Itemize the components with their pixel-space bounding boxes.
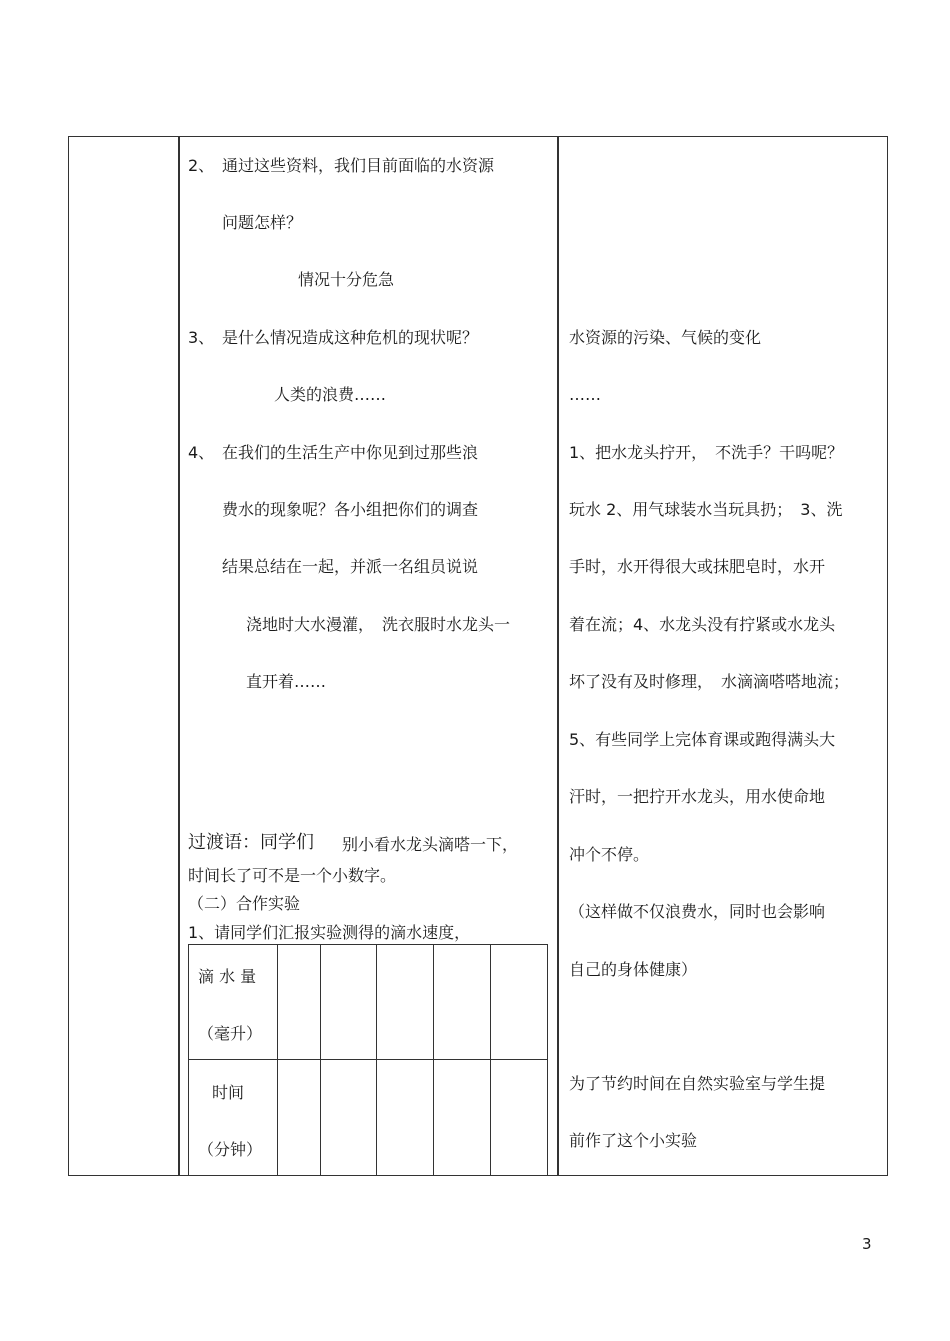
task-text: 1、请同学们汇报实验测得的滴水速度，	[188, 923, 471, 942]
note-text: 玩水 2、用气球装水当玩具扔； 3、洗	[569, 500, 843, 519]
question-text: 费水的现象呢？各小组把你们的调查	[222, 500, 479, 519]
section-heading: （二）合作实验	[188, 894, 301, 913]
answer-text: 人类的浪费……	[274, 385, 387, 404]
question-text: 是什么情况造成这种危机的现状呢？	[222, 328, 479, 347]
note-text: ……	[569, 385, 601, 404]
note-text: 自己的身体健康）	[569, 960, 698, 979]
note-text: 手时，水开得很大或抹肥皂时，水开	[569, 557, 826, 576]
table-row-header: 滴 水 量	[198, 967, 257, 986]
note-text: 为了节约时间在自然实验室与学生提	[569, 1074, 826, 1093]
item-number: 3、	[188, 328, 215, 347]
table-col-divider	[320, 944, 321, 1176]
note-text: （这样做不仅浪费水，同时也会影响	[569, 902, 826, 921]
note-text: 坏了没有及时修理， 水滴滴嗒嗒地流；	[569, 672, 850, 691]
table-row-divider	[188, 1059, 548, 1060]
answer-text: 情况十分危急	[298, 270, 395, 289]
question-text: 问题怎样？	[222, 213, 303, 232]
note-text: 汗时，一把拧开水龙头，用水使命地	[569, 787, 826, 806]
table-row-unit: （毫升）	[198, 1024, 263, 1043]
column-divider-1	[178, 136, 180, 1176]
table-row-header: 时间	[212, 1083, 245, 1102]
table-col-divider	[490, 944, 491, 1176]
transition-text: 时间长了可不是一个小数字。	[188, 866, 397, 885]
transition-heading: 过渡语：同学们	[188, 832, 314, 853]
question-text: 在我们的生活生产中你见到过那些浪	[222, 443, 479, 462]
answer-text: 直开着……	[246, 672, 327, 691]
column-divider-2	[557, 136, 559, 1176]
table-row-unit: （分钟）	[198, 1140, 263, 1159]
note-text: 5、有些同学上完体育课或跑得满头大	[569, 730, 836, 749]
table-col-divider	[376, 944, 377, 1176]
transition-text: 别小看水龙头滴嗒一下，	[342, 835, 519, 854]
table-col-divider	[277, 944, 278, 1176]
note-text: 冲个不停。	[569, 845, 650, 864]
item-number: 4、	[188, 443, 215, 462]
page-number: 3	[862, 1235, 872, 1253]
answer-text: 浇地时大水漫灌， 洗衣服时水龙头一	[246, 615, 511, 634]
note-text: 着在流；4、水龙头没有拧紧或水龙头	[569, 615, 836, 634]
question-text: 通过这些资料，我们目前面临的水资源	[222, 156, 495, 175]
note-text: 1、把水龙头拧开， 不洗手？干吗呢？	[569, 443, 844, 462]
item-number: 2、	[188, 156, 215, 175]
note-text: 水资源的污染、气候的变化	[569, 328, 762, 347]
table-col-divider	[433, 944, 434, 1176]
question-text: 结果总结在一起，并派一名组员说说	[222, 557, 479, 576]
note-text: 前作了这个小实验	[569, 1131, 698, 1150]
